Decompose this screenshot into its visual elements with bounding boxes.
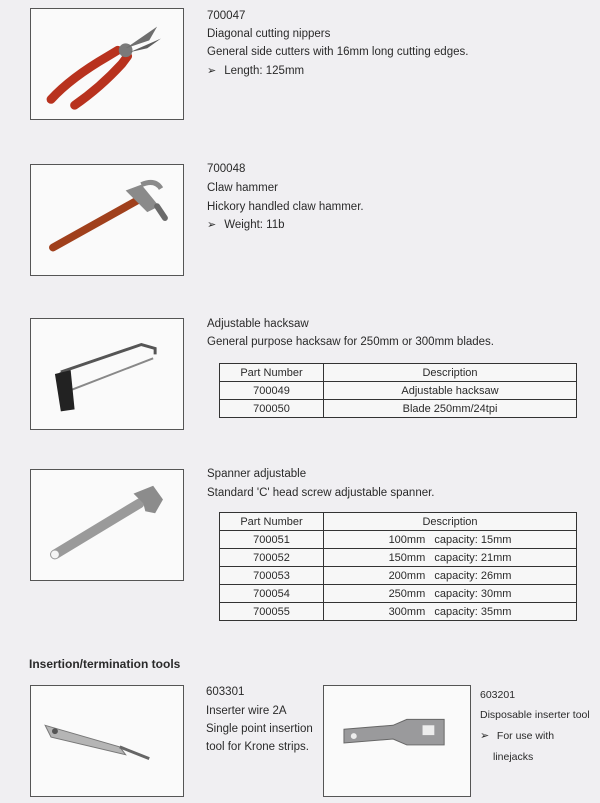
product-description: General side cutters with 16mm long cutting edges. <box>207 46 469 58</box>
disposable-inserter-icon <box>324 686 470 796</box>
product-description: General purpose hacksaw for 250mm or 300mm blades. <box>207 336 495 348</box>
product-description: Single point insertion <box>206 723 313 735</box>
column-header: Part Number <box>220 513 324 531</box>
column-header: Description <box>324 513 577 531</box>
product-name: Diagonal cutting nippers <box>207 28 331 40</box>
arrow-bullet-icon: ➢ <box>207 219 217 231</box>
product-code: 700048 <box>207 163 246 175</box>
column-header: Part Number <box>220 364 324 382</box>
part-number-cell: 700049 <box>220 382 324 400</box>
product-image-frame <box>30 164 184 276</box>
part-number-cell: 700052 <box>220 549 324 567</box>
part-number-cell: 700053 <box>220 567 324 585</box>
krone-insertion-tool-icon <box>31 686 183 796</box>
product-name: Adjustable hacksaw <box>207 318 309 330</box>
product-spec-text: linejacks <box>493 751 534 763</box>
table-header-row <box>220 364 577 382</box>
table-row <box>220 603 577 621</box>
parts-table <box>219 363 577 418</box>
part-number-cell: 700054 <box>220 585 324 603</box>
part-number-cell: 700055 <box>220 603 324 621</box>
product-spec <box>480 728 554 744</box>
section-title: Insertion/termination tools <box>29 657 181 671</box>
product-name: Inserter wire 2A <box>206 705 287 717</box>
table-row <box>220 585 577 603</box>
table-row <box>220 549 577 567</box>
description-cell: 100mm capacity: 15mm <box>324 531 577 549</box>
product-description: Hickory handled claw hammer. <box>207 201 364 213</box>
product-spec <box>207 63 304 79</box>
product-description: Standard 'C' head screw adjustable spanner. <box>207 487 435 499</box>
product-image-frame <box>30 685 184 797</box>
part-number-cell: 700051 <box>220 531 324 549</box>
description-cell: 200mm capacity: 26mm <box>324 567 577 585</box>
table-row <box>220 531 577 549</box>
description-cell: 250mm capacity: 30mm <box>324 585 577 603</box>
product-name: Disposable inserter tool <box>480 709 590 721</box>
description-cell: 150mm capacity: 21mm <box>324 549 577 567</box>
product-image-frame <box>30 469 184 581</box>
product-name: Claw hammer <box>207 182 278 194</box>
product-image-frame <box>30 318 184 430</box>
product-spec-text: Length: 125mm <box>224 65 305 77</box>
product-code: 603201 <box>480 689 516 701</box>
description-cell: Adjustable hacksaw <box>324 382 577 400</box>
table-row <box>220 400 577 418</box>
parts-table <box>219 512 577 621</box>
arrow-bullet-icon: ➢ <box>207 65 217 77</box>
product-image-frame <box>323 685 471 797</box>
adjustable-spanner-icon <box>31 470 183 580</box>
product-name: Spanner adjustable <box>207 468 307 480</box>
diagonal-cutters-icon <box>31 9 183 119</box>
part-number-cell: 700050 <box>220 400 324 418</box>
product-spec <box>207 217 285 233</box>
table-row <box>220 382 577 400</box>
claw-hammer-icon <box>31 165 183 275</box>
product-image-frame <box>30 8 184 120</box>
description-cell: Blade 250mm/24tpi <box>324 400 577 418</box>
arrow-bullet-icon: ➢ <box>480 730 490 742</box>
product-description: tool for Krone strips. <box>206 741 309 753</box>
table-header-row <box>220 513 577 531</box>
hacksaw-icon <box>31 319 183 429</box>
column-header: Description <box>324 364 577 382</box>
product-code: 603301 <box>206 686 245 698</box>
product-spec-text: For use with <box>496 730 555 742</box>
product-spec-text: Weight: 11b <box>224 219 285 231</box>
table-row <box>220 567 577 585</box>
description-cell: 300mm capacity: 35mm <box>324 603 577 621</box>
product-code: 700047 <box>207 10 246 22</box>
